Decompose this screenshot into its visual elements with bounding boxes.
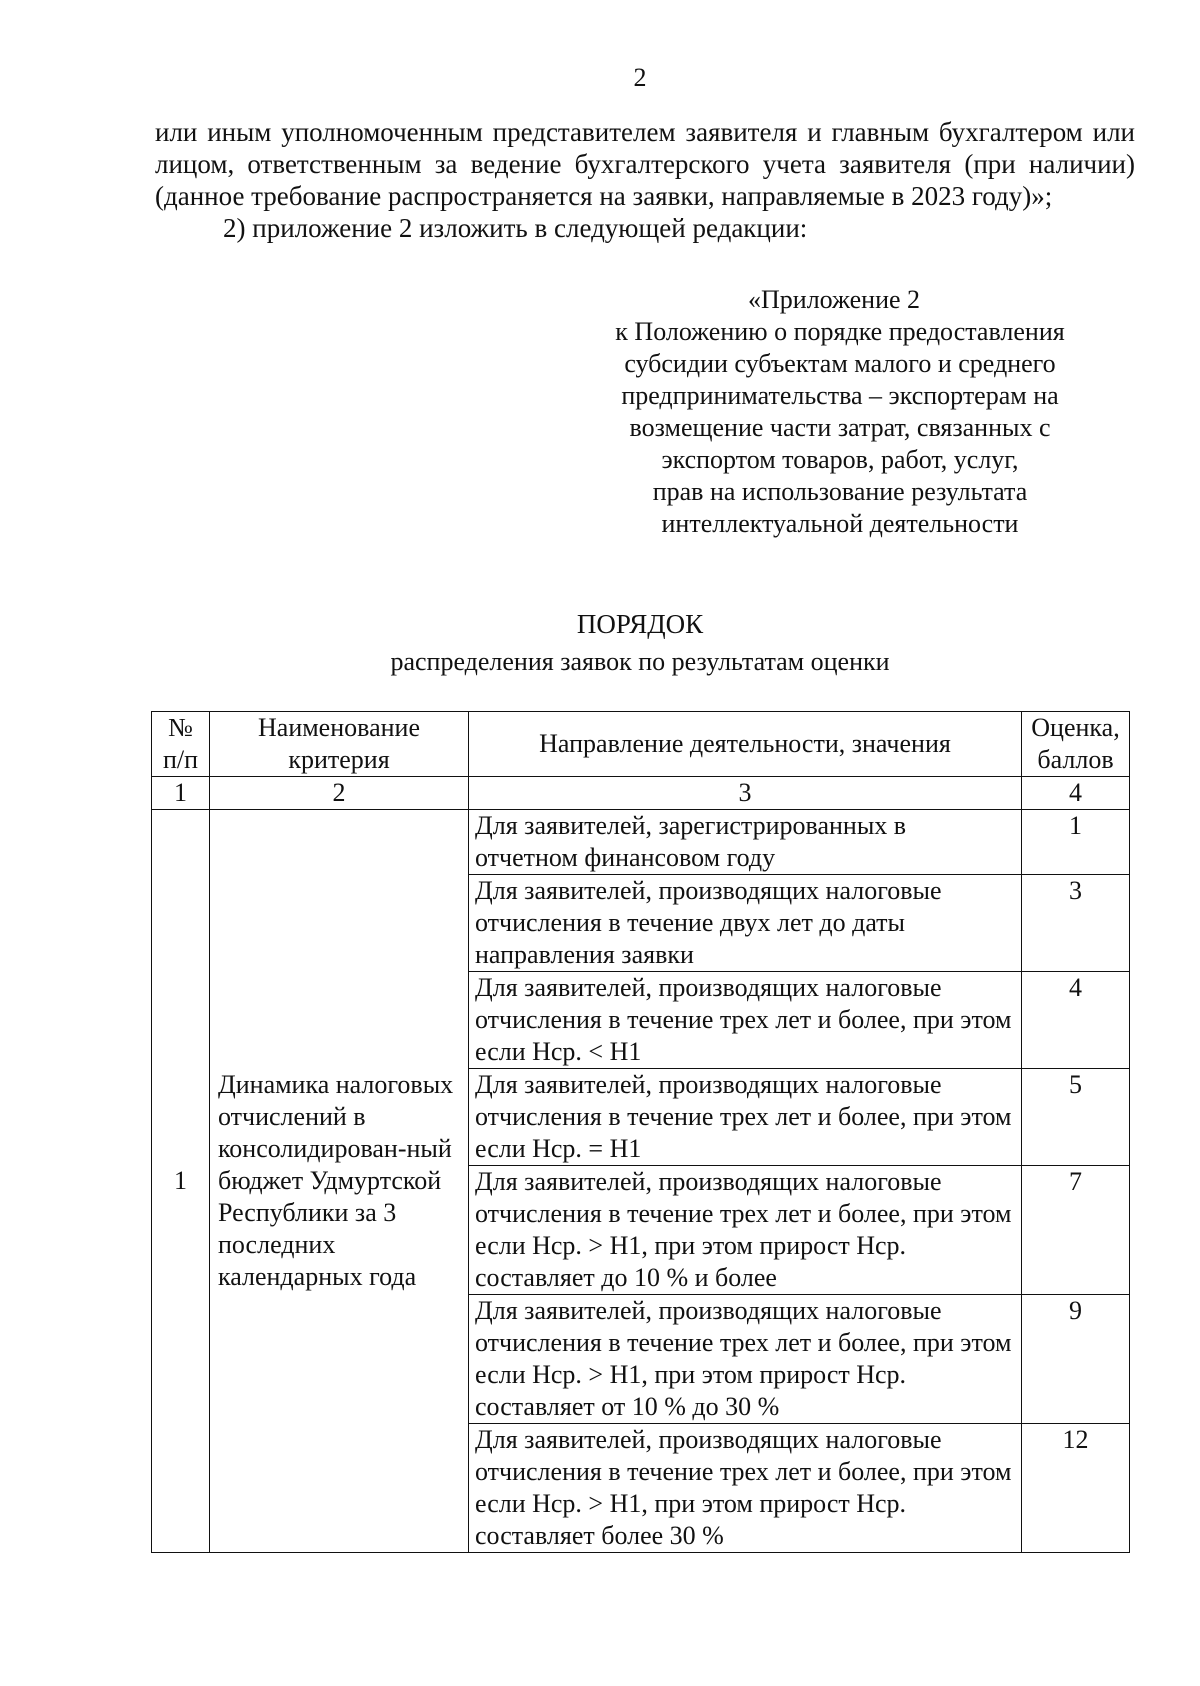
score-cell: 12 — [1022, 1424, 1130, 1553]
column-number-row — [152, 777, 1130, 810]
score-cell: 3 — [1022, 875, 1130, 972]
score-cell: 5 — [1022, 1069, 1130, 1166]
annex-header — [560, 284, 1120, 540]
score-cell: 4 — [1022, 972, 1130, 1069]
direction-cell: Для заявителей, производящих налоговые отчисления в течение трех лет и более, при этом если Нср. > Н1, при этом прирост Нср. составляет более 30 % — [469, 1424, 1022, 1553]
direction-cell: Для заявителей, производящих налоговые отчисления в течение трех лет и более, при этом если Нср. < Н1 — [469, 972, 1022, 1069]
header-direction: Направление деятельности, значения — [469, 712, 1022, 777]
annex-line: прав на использование результата — [652, 477, 1028, 506]
score-cell: 1 — [1022, 810, 1130, 875]
header-number: № п/п — [152, 712, 210, 777]
body-paragraph-2: 2) приложение 2 изложить в следующей редакции: — [223, 213, 808, 243]
document-title: ПОРЯДОК — [576, 609, 704, 639]
annex-line: возмещение части затрат, связанных с — [629, 413, 1051, 442]
direction-cell: Для заявителей, производящих налоговые отчисления в течение трех лет и более, при этом если Нср. > Н1, при этом прирост Нср. составляет от 10 % до 30 % — [469, 1295, 1022, 1424]
page-number: 2 — [633, 63, 647, 92]
criterion-name: Динамика налоговых отчислений в консолидирован-ный бюджет Удмуртской Республики за 3 последних календарных года — [210, 810, 469, 1553]
body-text — [155, 116, 1135, 244]
criteria-table — [151, 711, 1130, 1553]
column-number: 2 — [210, 777, 469, 810]
direction-cell: Для заявителей, зарегистрированных в отчетном финансовом году — [469, 810, 1022, 875]
annex-title: «Приложение 2 — [748, 285, 921, 314]
direction-cell: Для заявителей, производящих налоговые отчисления в течение трех лет и более, при этом если Нср. = Н1 — [469, 1069, 1022, 1166]
score-cell: 9 — [1022, 1295, 1130, 1424]
column-number: 3 — [469, 777, 1022, 810]
header-score: Оценка, баллов — [1022, 712, 1130, 777]
document-subtitle: распределения заявок по результатам оценки — [390, 647, 890, 676]
row-number: 1 — [152, 810, 210, 1553]
annex-line: экспортом товаров, работ, услуг, — [661, 445, 1019, 474]
column-number: 1 — [152, 777, 210, 810]
direction-cell: Для заявителей, производящих налоговые отчисления в течение трех лет и более, при этом если Нср. > Н1, при этом прирост Нср. составляет до 10 % и более — [469, 1166, 1022, 1295]
column-number: 4 — [1022, 777, 1130, 810]
table-row — [152, 810, 1130, 875]
body-paragraph-1: или иным уполномоченным представителем заявителя и главным бухгалтером или лицом, ответственным за ведение бухгалтерского учета заявителя (при наличии) (данное требование распространяется на заявки, направляемые в 2023 году)»; — [155, 117, 1135, 211]
annex-line: к Положению о порядке предоставления — [615, 317, 1065, 346]
direction-cell: Для заявителей, производящих налоговые отчисления в течение двух лет до даты направления заявки — [469, 875, 1022, 972]
table-header-row — [152, 712, 1130, 777]
header-criterion: Наименование критерия — [210, 712, 469, 777]
annex-line: интеллектуальной деятельности — [661, 509, 1019, 538]
score-cell: 7 — [1022, 1166, 1130, 1295]
annex-line: субсидии субъектам малого и среднего — [624, 349, 1056, 378]
annex-line: предпринимательства – экспортерам на — [621, 381, 1059, 410]
